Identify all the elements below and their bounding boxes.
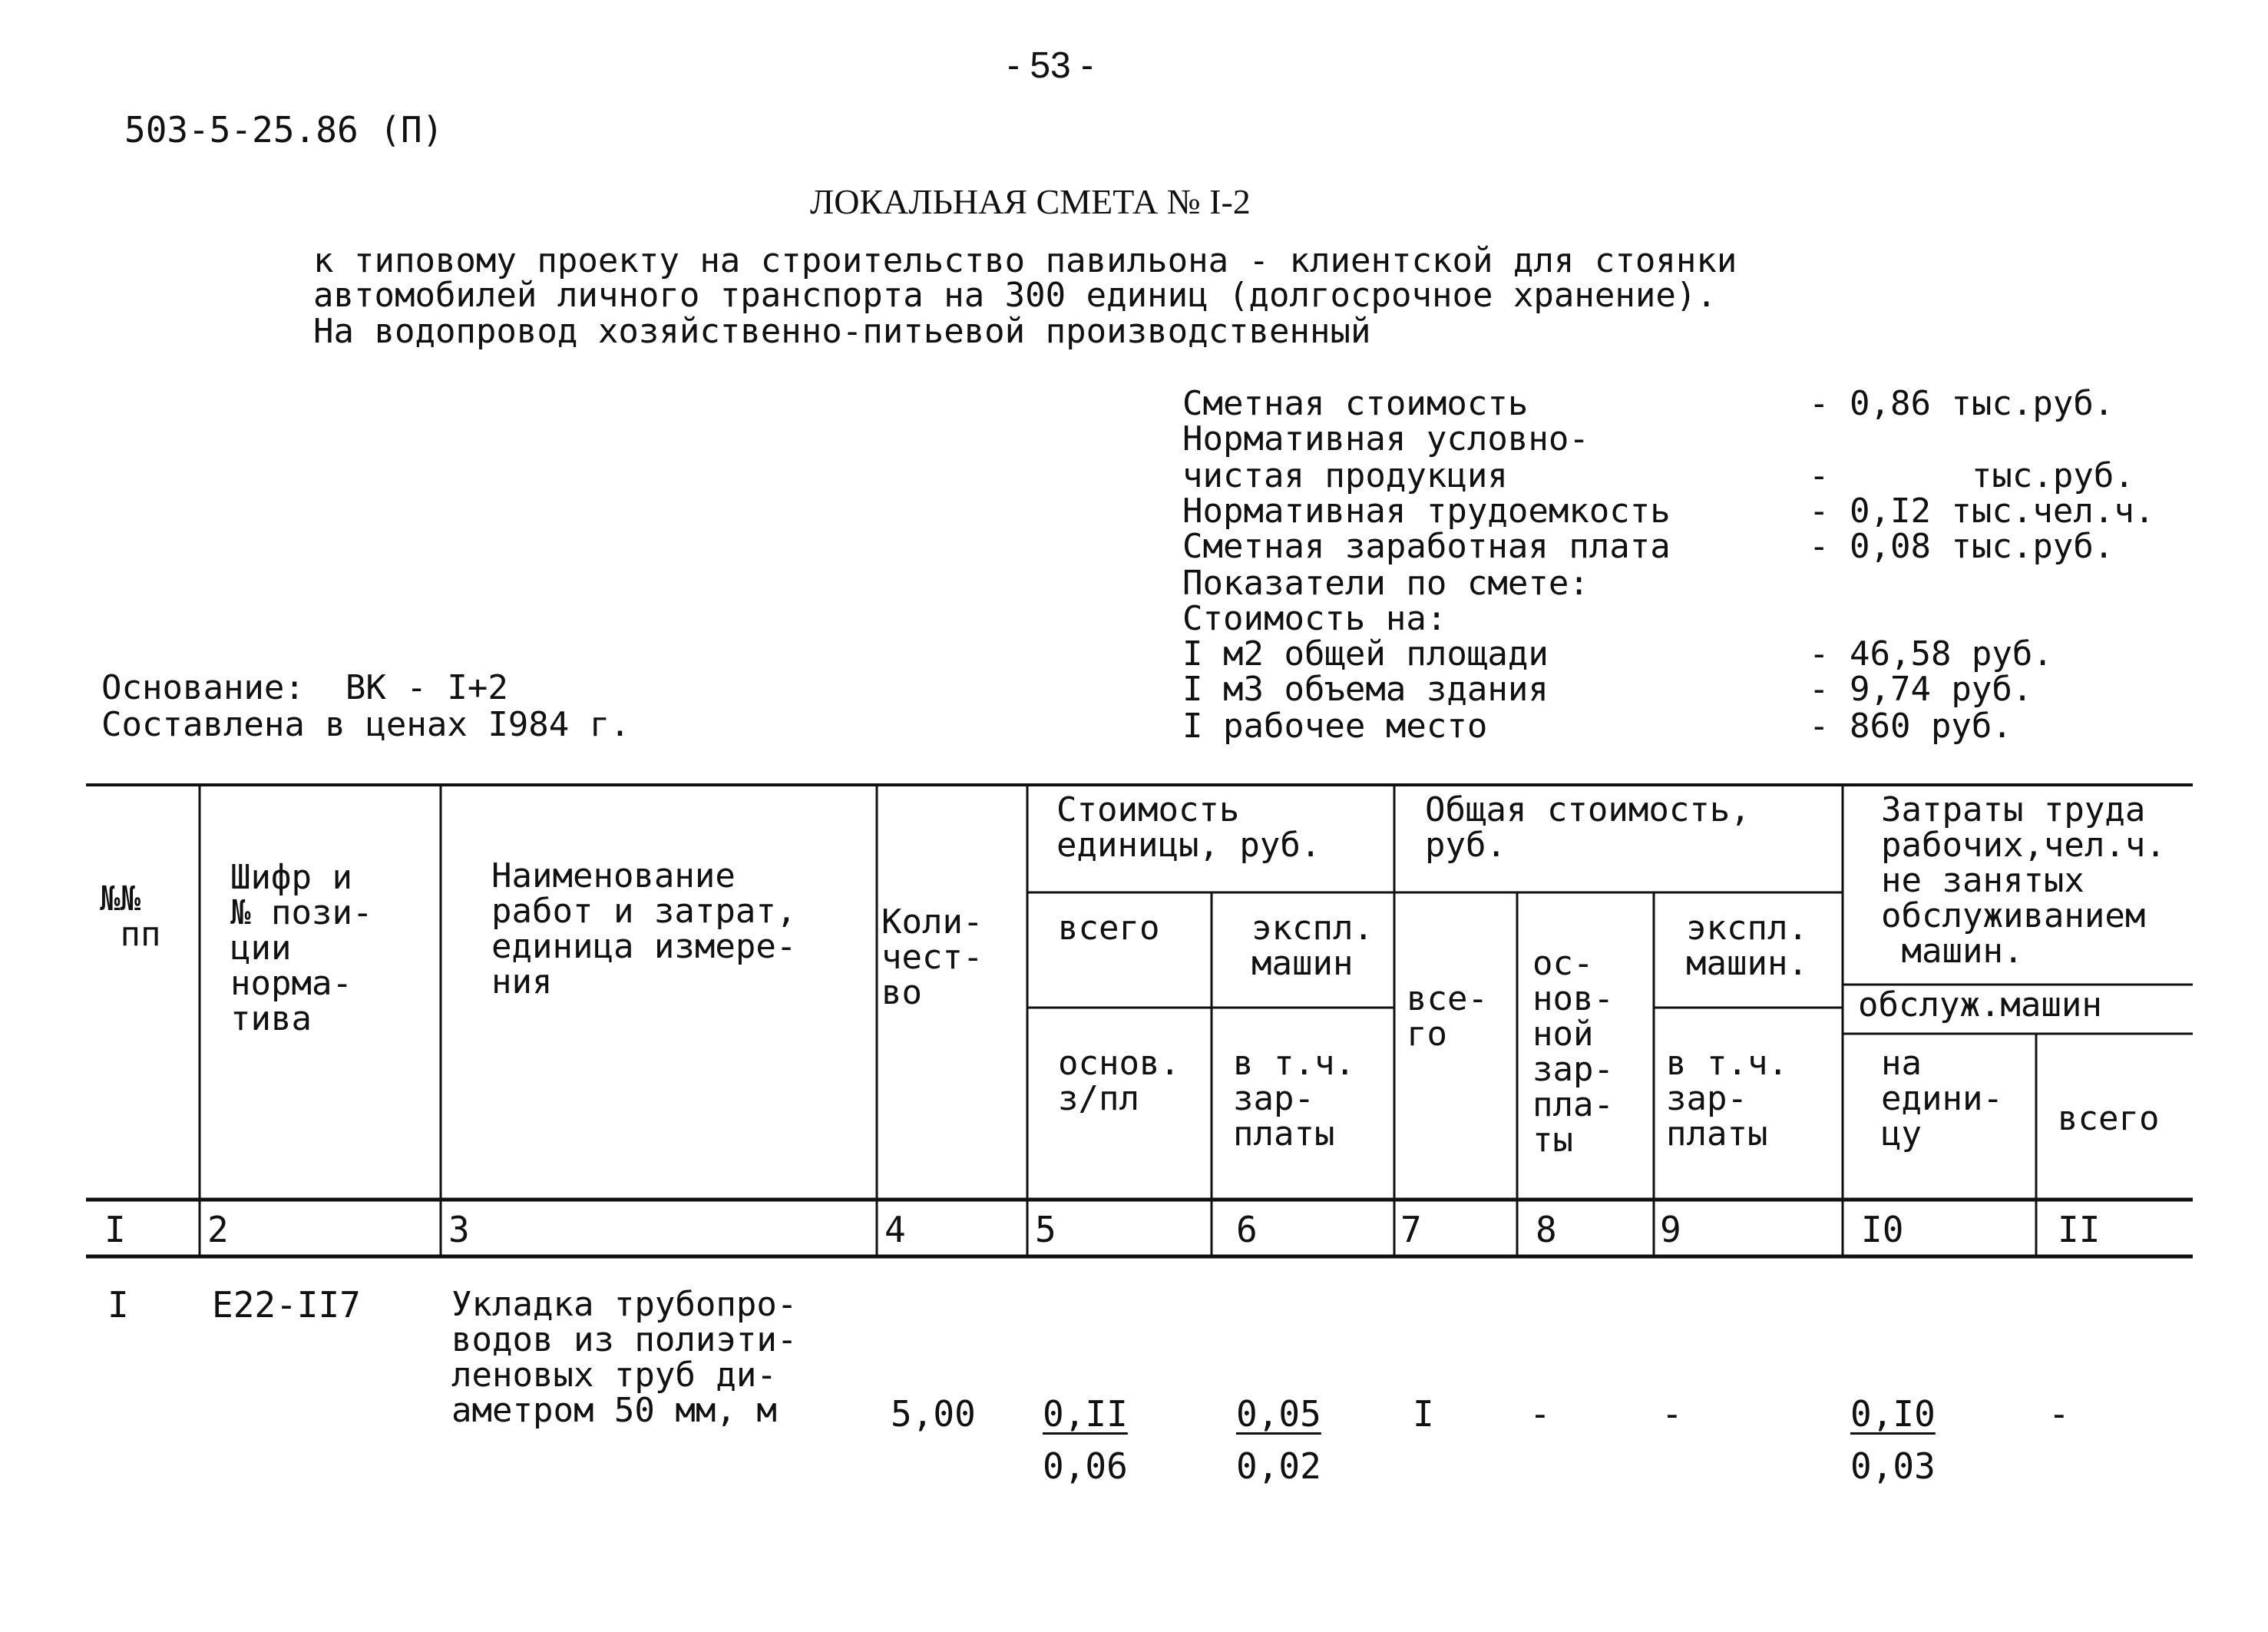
header-norm-code: Шифр и № пози- ции норма- тива bbox=[230, 858, 373, 1038]
header-unit-machines: экспл. машин bbox=[1251, 909, 1374, 983]
document-code: 503-5-25.86 (П) bbox=[124, 109, 444, 151]
column-number: 3 bbox=[448, 1209, 470, 1250]
column-number: 2 bbox=[207, 1209, 229, 1250]
header-unit-total: всего bbox=[1058, 909, 1160, 948]
header-unit-including-wage: в т.ч. зар- платы bbox=[1233, 1044, 1355, 1154]
row-unit-total: 0,II bbox=[1043, 1393, 1128, 1435]
row-unit-machine-wage: 0,02 bbox=[1236, 1445, 1321, 1487]
column-number: I0 bbox=[1861, 1209, 1904, 1250]
row-work-name: Укладка трубопро- водов из полиэти- леновых труб ди- aметром 50 мм, м bbox=[451, 1285, 798, 1430]
header-labor-per-unit: на едини- цу bbox=[1881, 1044, 2003, 1154]
header-quantity: Коли- чест- во bbox=[881, 902, 984, 1012]
row-labor-per-unit-sub: 0,03 bbox=[1850, 1445, 1936, 1487]
summary-label: Нормативная условно- bbox=[1182, 419, 1589, 458]
header-labor-machines: обслуж.машин bbox=[1858, 985, 2102, 1025]
header-work-name: Наименование работ и затрат, единица измере- ния bbox=[491, 856, 797, 1001]
summary-value: - 0,I2 тыс.чел.ч. bbox=[1809, 492, 2155, 531]
column-number: II bbox=[2058, 1209, 2101, 1250]
summary-value: - 0,86 тыс.руб. bbox=[1809, 384, 2114, 423]
header-total-cost: Общая стоимость, руб. bbox=[1425, 790, 1751, 865]
subtitle-line: автомобилей личного транспорта на 300 единиц (долгосрочное хранение). bbox=[313, 276, 1717, 315]
column-number: I bbox=[104, 1209, 126, 1250]
column-number: 6 bbox=[1236, 1209, 1258, 1250]
summary-label: Показатели по смете: bbox=[1182, 564, 1589, 603]
column-number: 4 bbox=[884, 1209, 906, 1250]
summary-label: Сметная стоимость bbox=[1182, 384, 1529, 423]
summary-value: - 860 руб. bbox=[1809, 707, 2012, 746]
header-total-machines: экспл. машин. bbox=[1686, 909, 1808, 983]
summary-label: I м2 общей площади bbox=[1182, 634, 1549, 674]
basis-line: Основание: ВК - I+2 bbox=[101, 668, 508, 707]
summary-label: Нормативная трудоемкость bbox=[1182, 492, 1671, 531]
header-total-all: все- го bbox=[1407, 979, 1488, 1054]
summary-label: Стоимость на: bbox=[1182, 599, 1447, 638]
price-basis-line: Составлена в ценах I984 г. bbox=[101, 705, 630, 744]
row-total-wage: - bbox=[1529, 1393, 1551, 1435]
row-unit-wage: 0,06 bbox=[1043, 1445, 1128, 1487]
summary-value: - 9,74 руб. bbox=[1809, 670, 2033, 709]
header-labor: Затраты труда рабочих,чел.ч. не занятых обслуживанием машин. bbox=[1881, 790, 2166, 971]
column-number: 5 bbox=[1035, 1209, 1056, 1250]
summary-label: I м3 объема здания bbox=[1182, 670, 1549, 709]
column-number: 9 bbox=[1660, 1209, 1681, 1250]
header-unit-cost: Стоимость единицы, руб. bbox=[1056, 790, 1321, 865]
page-number: - 53 - bbox=[1007, 45, 1094, 86]
header-labor-total: всего bbox=[2058, 1099, 2160, 1138]
summary-label: чистая продукция bbox=[1182, 456, 1508, 495]
summary-value: - 46,58 руб. bbox=[1809, 634, 2053, 674]
subtitle-line: На водопровод хозяйственно-питьевой производственный bbox=[313, 312, 1371, 351]
row-labor-per-unit: 0,I0 bbox=[1850, 1393, 1936, 1435]
header-number: №№ пп bbox=[100, 879, 161, 954]
row-labor-total: - bbox=[2048, 1393, 2070, 1435]
row-total-all: I bbox=[1413, 1393, 1434, 1435]
document-title: ЛОКАЛЬНАЯ СМЕТА № I-2 bbox=[810, 182, 1251, 221]
row-quantity: 5,00 bbox=[891, 1393, 976, 1435]
summary-value: - 0,08 тыс.руб. bbox=[1809, 527, 2114, 566]
summary-label: I рабочее место bbox=[1182, 707, 1488, 746]
row-total-machines: - bbox=[1661, 1393, 1683, 1435]
column-number: 8 bbox=[1536, 1209, 1557, 1250]
summary-label: Сметная заработная плата bbox=[1182, 527, 1671, 566]
header-total-wage: ос- нов- ной зар- пла- ты bbox=[1532, 944, 1614, 1160]
row-norm-code: Е22-II7 bbox=[212, 1284, 361, 1326]
header-total-including-wage: в т.ч. зар- платы bbox=[1666, 1044, 1788, 1154]
summary-value: - тыс.руб. bbox=[1809, 456, 2134, 495]
column-number: 7 bbox=[1400, 1209, 1422, 1250]
header-unit-wage: основ. з/пл bbox=[1058, 1044, 1180, 1118]
row-unit-machines: 0,05 bbox=[1236, 1393, 1321, 1435]
row-number: I bbox=[107, 1284, 129, 1326]
subtitle-line: к типовому проекту на строительство павильона - клиентской для стоянки bbox=[313, 241, 1737, 280]
